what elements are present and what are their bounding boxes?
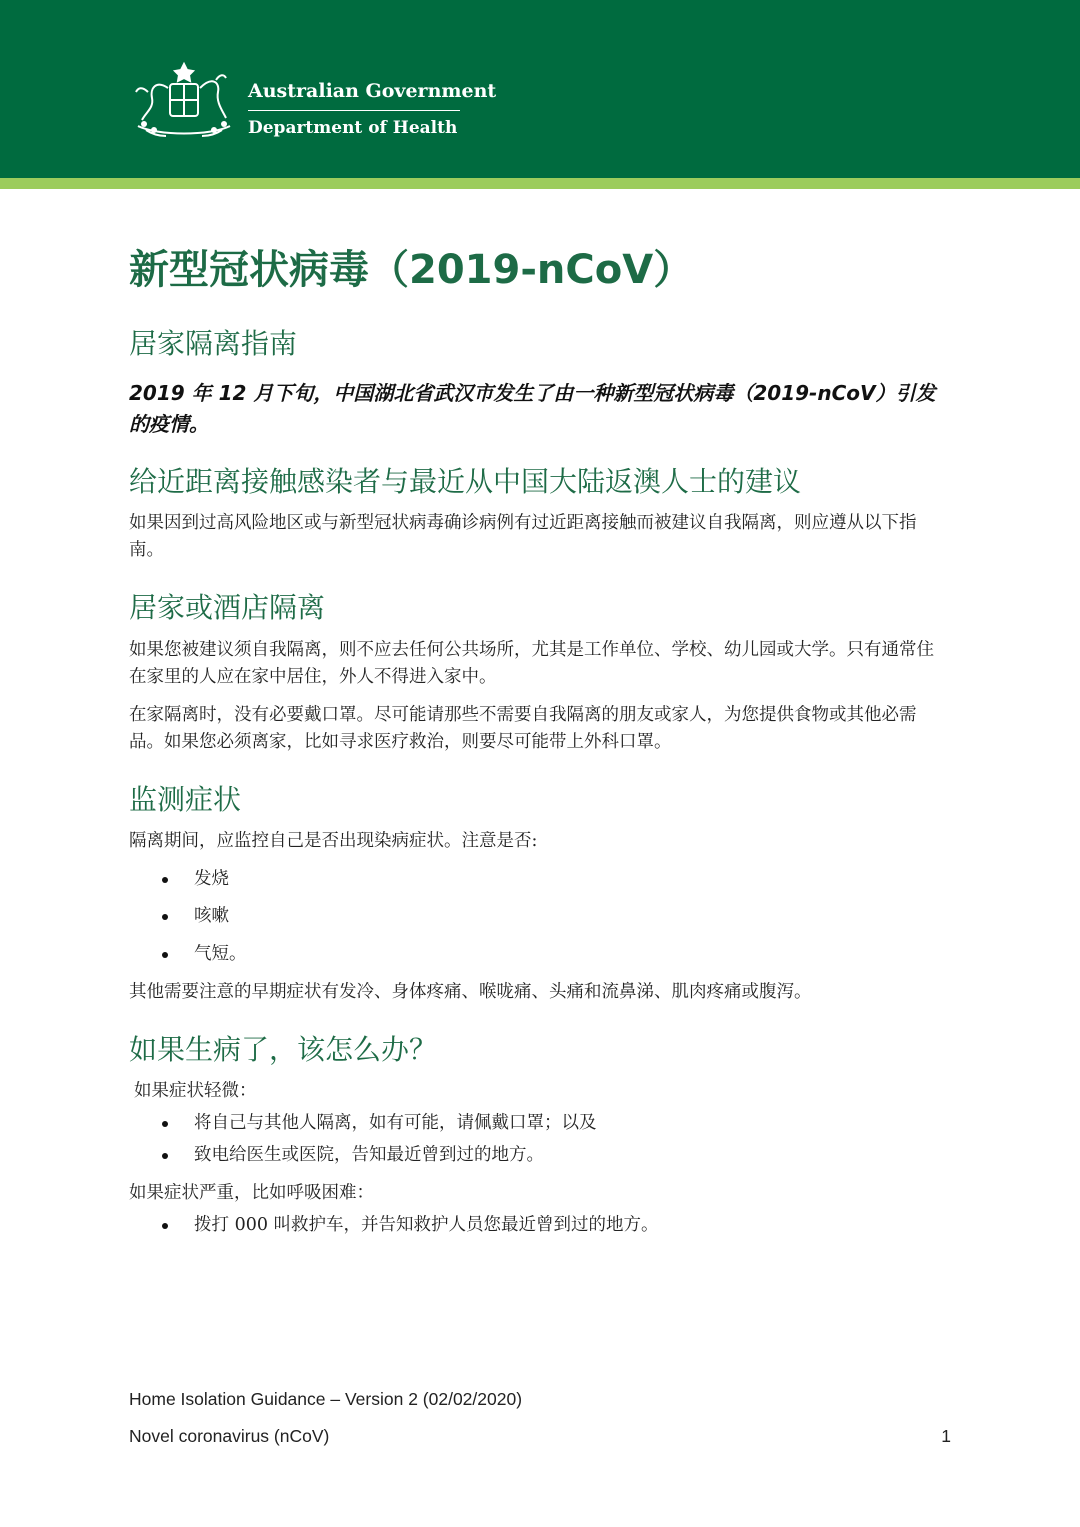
org-name — [248, 80, 497, 138]
page-title: 新型冠状病毒（2019-nCoV） — [129, 247, 694, 293]
section-paragraph: 其他需要注意的早期症状有发冷、身体疼痛、喉咙痛、头痛和流鼻涕、肌肉疼痛或腹泻。 — [129, 982, 812, 1002]
org-line-government: Australian Government — [248, 80, 460, 111]
section-heading-contacts: 给近距离接触感染者与最近从中国大陆返澳人士的建议 — [129, 465, 802, 498]
bullet-dot — [162, 952, 168, 958]
section-paragraph: 如果症状严重，比如呼吸困难： — [129, 1183, 374, 1203]
bullet-dot — [162, 1223, 168, 1229]
org-line-department: Department of Health — [248, 118, 458, 138]
section-heading-if-sick: 如果生病了，该怎么办？ — [129, 1033, 438, 1066]
footer-line — [129, 1426, 951, 1447]
footer-topic: Novel coronavirus (nCoV) — [129, 1426, 330, 1446]
section-paragraph: 在家隔离时，没有必要戴口罩。尽可能请那些不需要自我隔离的朋友或家人，为您提供食物或其他必需品。如果您必须离家，比如寻求医疗救治，则要尽可能带上外科口罩。 — [129, 705, 917, 752]
lead-paragraph: 2019 年 12 月下旬，中国湖北省武汉市发生了由一种新型冠状病毒（2019-nCoV）引发的疫情。 — [129, 381, 936, 436]
section-heading-symptoms: 监测症状 — [129, 783, 242, 816]
page-subtitle: 居家隔离指南 — [129, 327, 298, 360]
section-paragraph: 如果因到过高风险地区或与新型冠状病毒确诊病例有过近距离接触而被建议自我隔离，则应遵从以下指南。 — [129, 513, 917, 560]
footer-version: Home Isolation Guidance – Version 2 (02/02/2020) — [129, 1389, 523, 1409]
section-paragraph: 如果您被建议须自我隔离，则不应去任何公共场所，尤其是工作单位、学校、幼儿园或大学。只有通常住在家里的人应在家中居住，外人不得进入家中。 — [129, 640, 934, 687]
page-number: 1 — [941, 1426, 951, 1446]
header-accent-stripe — [0, 178, 1080, 189]
bullet-dot — [162, 877, 168, 883]
bullet-dot — [162, 914, 168, 920]
coat-of-arms-icon — [128, 58, 240, 142]
bullet-dot — [162, 1121, 168, 1127]
section-paragraph: 隔离期间，应监控自己是否出现染病症状。注意是否: — [129, 831, 538, 851]
bullet-dot — [162, 1153, 168, 1159]
section-paragraph: 如果症状轻微： — [134, 1081, 257, 1101]
section-heading-home-isolation: 居家或酒店隔离 — [129, 591, 326, 624]
header-band — [0, 0, 1080, 178]
